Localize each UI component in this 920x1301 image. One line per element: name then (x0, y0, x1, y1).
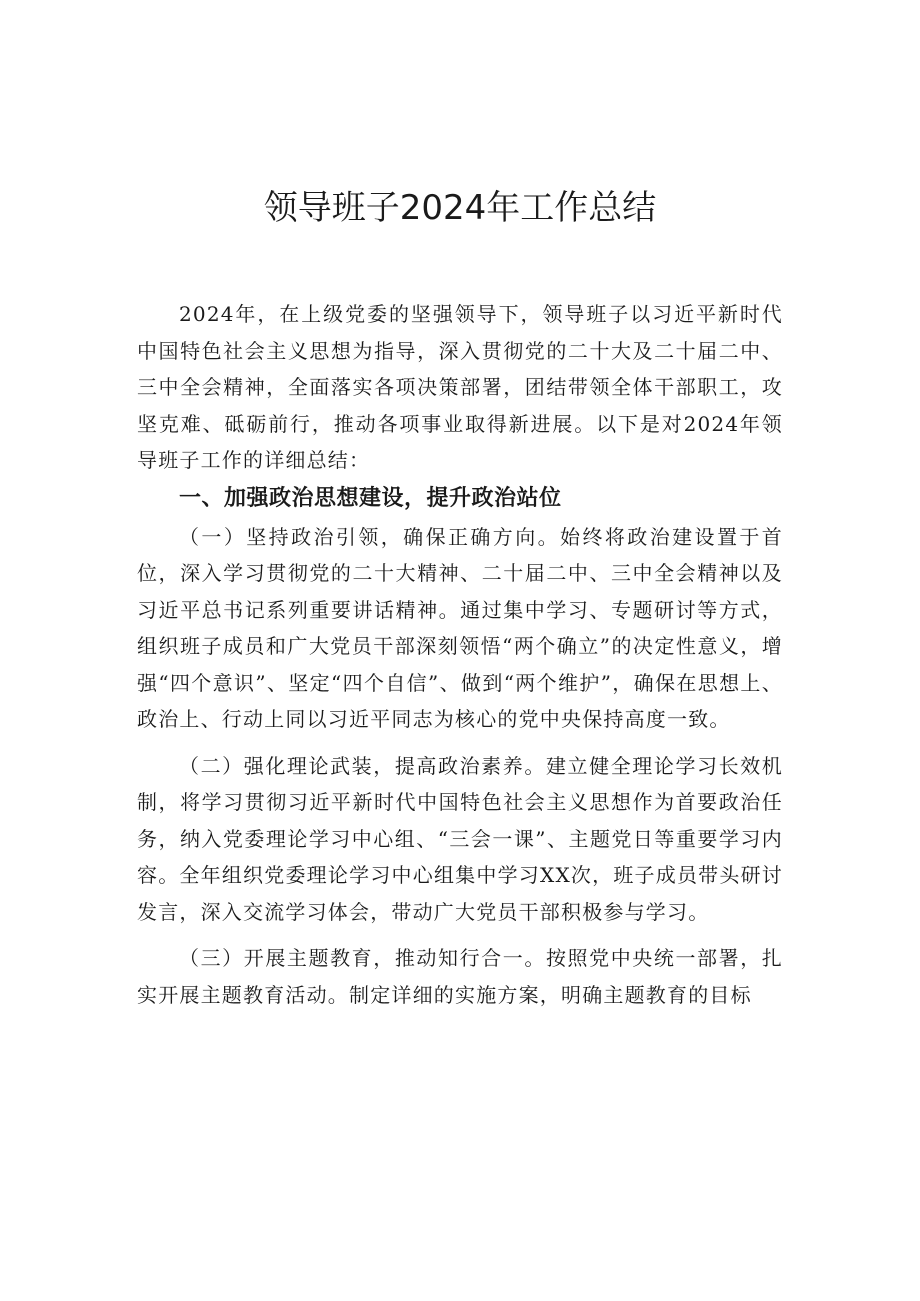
intro-paragraph: 2024年，在上级党委的坚强领导下，领导班子以习近平新时代中国特色社会主义思想为指导，深入贯彻党的二十大及二十届二中、三中全会精神，全面落实各项决策部署，团结带领全体干部职工，攻坚克难、砥砺前行，推动各项事业取得新进展。以下是对2024年领导班子工作的详细总结： (137, 302, 783, 472)
document-body (137, 296, 783, 1013)
section1-paragraph-3: （三）开展主题教育，推动知行合一。按照党中央统一部署，扎实开展主题教育活动。制定详细的实施方案，明确主题教育的目标 (137, 946, 783, 1007)
document-title: 领导班子2024年工作总结 (263, 188, 657, 228)
paragraph-gap (137, 738, 783, 748)
section1-paragraph-2: （二）强化理论武装，提高政治素养。建立健全理论学习长效机制，将学习贯彻习近平新时代中国特色社会主义思想作为首要政治任务，纳入党委理论学习中心组、“三会一课”、主题党日等重要学习内容。全年组织党委理论学习中心组集中学习XX次，班子成员带头研讨发言，深入交流学习体会，带动广大党员干部积极参与学习。 (137, 753, 783, 924)
section-heading-1: 一、加强政治思想建设，提升政治站位 (179, 485, 562, 511)
paragraph-gap (137, 930, 783, 940)
section1-paragraph-1: （一）坚持政治引领，确保正确方向。始终将政治建设置于首位，深入学习贯彻党的二十大精神、二十届二中、三中全会精神以及习近平总书记系列重要讲话精神。通过集中学习、专题研讨等方式，组织班子成员和广大党员干部深刻领悟“两个确立”的决定性意义，增强“四个意识”、坚定“四个自信”、做到“两个维护”，确保在思想上、政治上、行动上同以习近平同志为核心的党中央保持高度一致。 (137, 524, 783, 731)
